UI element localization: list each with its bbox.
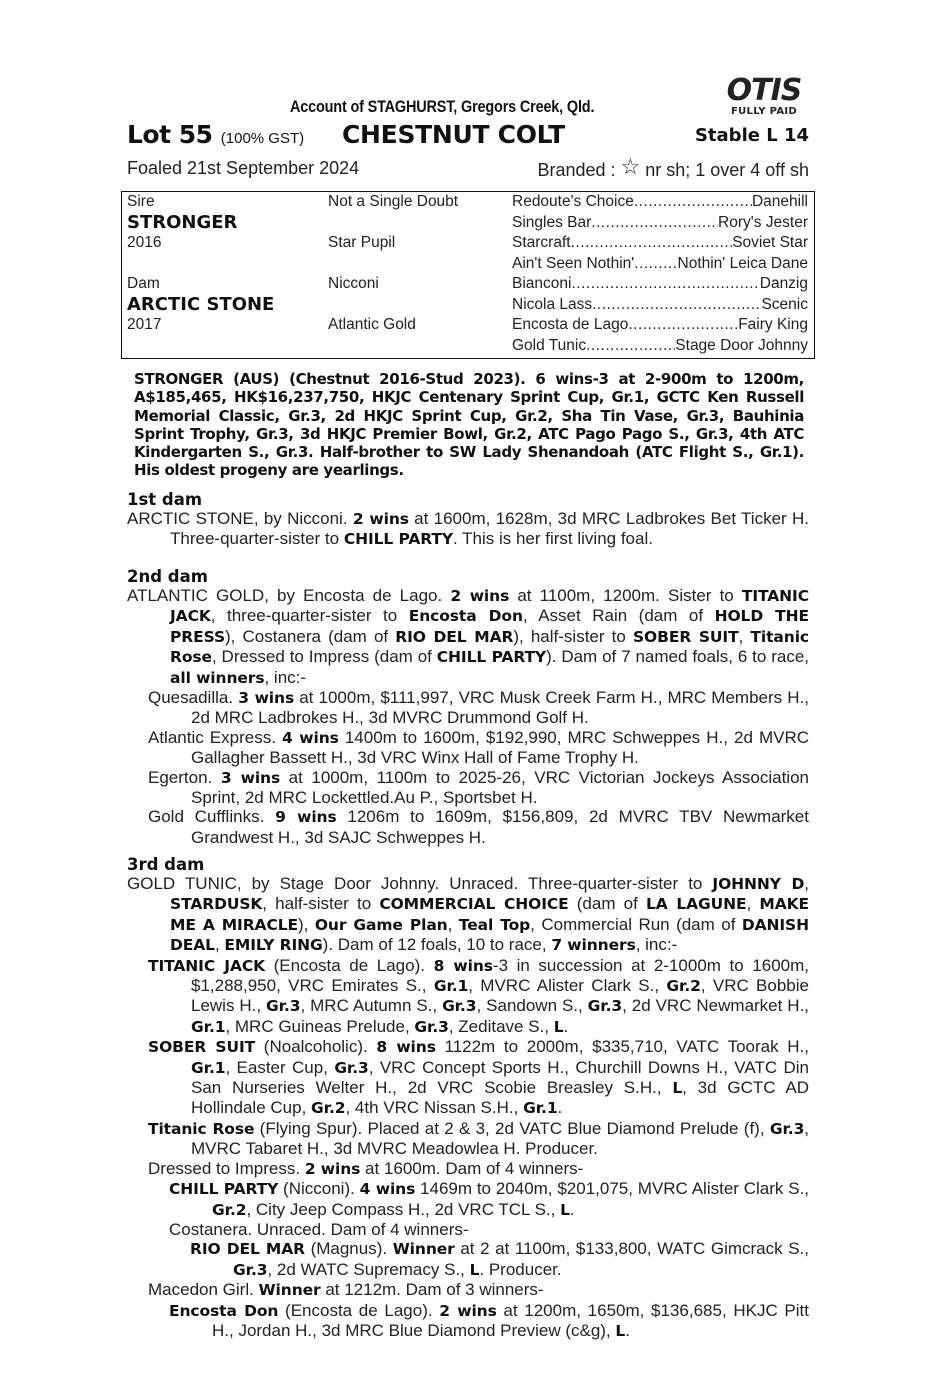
- progeny-entry: Gold Cufflinks. 9 wins 1206m to 1609m, $156,809, 2d MVRC TBV Newmarket Grandwest H., 3d SAJC Schweppes H.: [148, 807, 809, 847]
- lot-title: CHESTNUT COLT: [342, 120, 565, 149]
- sire-summary: STRONGER (AUS) (Chestnut 2016-Stud 2023). 6 wins-3 at 2-900m to 1200m, A$185,465, HK$16,237,750, HKJC Centenary Sprint Cup, Gr.1, GCTC Ken Russell Memorial Classic, Gr.3, 2d HKJC Sprint Cup, Gr.2, Sha Tin Vase, Gr.3, Bauhinia Sprint Trophy, Gr.3, 3d HKJC Premier Bowl, Gr.2, ATC Pago Pago S., Gr.3, 4th ATC Kindergarten S., Gr.3. Half-brother to SW Lady Shenandoah (ATC Flight S., Gr.1). His oldest progeny are yearlings.: [134, 370, 804, 480]
- otis-logo-text: OTIS: [726, 73, 802, 108]
- first-dam-paragraph: ARCTIC STONE, by Nicconi. 2 wins at 1600m, 1628m, 3d MRC Ladbrokes Bet Ticker H. Three-quarter-sister to CHILL PARTY. This is her first living foal.: [127, 509, 809, 549]
- progeny-entry: Quesadilla. 3 wins at 1000m, $111,997, VRC Musk Creek Farm H., MRC Members H., 2d MRC Ladbrokes H., 3d MVRC Drummond Golf H.: [148, 688, 809, 728]
- lot-number: [127, 120, 304, 149]
- spacer: [328, 254, 508, 275]
- dam-name: ARCTIC STONE: [127, 293, 275, 315]
- sire-year: 2016: [127, 234, 162, 251]
- great-grandparent-pair: Encosta de Lago ..... Fairy King: [512, 315, 808, 336]
- progeny-entry-macedon-girl: Macedon Girl. Winner at 1212m. Dam of 3 winners-: [148, 1280, 544, 1300]
- second-dam-paragraph: ATLANTIC GOLD, by Encosta de Lago. 2 wins at 1100m, 1200m. Sister to TITANIC JACK, three-quarter-sister to Encosta Don, Asset Rain (dam of HOLD THE PRESS), Costanera (dam of RIO DEL MAR), half-sister to SOBER SUIT, Titanic Rose, Dressed to Impress (dam of CHILL PARTY). Dam of 7 named foals, 6 to race, all winners, inc:-: [127, 586, 810, 687]
- lot-header: [127, 118, 809, 152]
- brand-description: [537, 154, 809, 181]
- great-grandparent-pair: Bianconi ..... Danzig: [512, 274, 808, 295]
- dam-label: Dam: [127, 275, 160, 292]
- section-heading: 1st dam: [127, 490, 203, 509]
- sire-label: Sire: [127, 193, 155, 210]
- great-grandparent-pair: Singles Bar ..... Rory's Jester: [512, 213, 808, 234]
- pedigree-table: [121, 191, 815, 359]
- brand-suffix: nr sh; 1 over 4 off sh: [640, 160, 809, 180]
- progeny-entry-titanic-jack: TITANIC JACK (Encosta de Lago). 8 wins-3 in succession at 2-1000m to 1600m, $1,288,950, VRC Emirates S., Gr.1, MVRC Alister Clark S., Gr.2, VRC Bobbie Lewis H., Gr.3, MRC Autumn S., Gr.3, Sandown S., Gr.3, 2d VRC Newmarket H., Gr.1, MRC Guineas Prelude, Gr.3, Zeditave S., L.: [148, 955, 810, 1036]
- lot-label: Lot 55: [127, 120, 213, 149]
- grandparent: Nicconi: [328, 275, 379, 292]
- progeny-entry-titanic-rose: Titanic Rose (Flying Spur). Placed at 2 & 3, 2d VATC Blue Diamond Prelude (f), Gr.3, MVRC Tabaret H., 3d MVRC Meadowlea H. Producer.: [148, 1118, 810, 1159]
- pedigree-col-grandparents: [328, 192, 508, 336]
- pedigree-col-great-grandparents: [512, 192, 808, 356]
- third-dam-section: [127, 855, 809, 1341]
- progeny-entry-sober-suit: SOBER SUIT (Noalcoholic). 8 wins 1122m to 2000m, $335,710, VATC Toorak H., Gr.1, Easter Cup, Gr.3, VRC Concept Sports H., Churchill Downs H., VATC Din San Nurseries Welter H., 2d VRC Scobie Breasley S.H., L, 3d GCTC AD Hollindale Cup, Gr.2, 4th VRC Nissan S.H., Gr.1.: [148, 1037, 810, 1118]
- vendor-account: Account of STAGHURST, Gregors Creek, Qld.: [290, 97, 595, 116]
- great-grandparent-pair: Starcraft ..... Soviet Star: [512, 233, 808, 254]
- dam-year: 2017: [127, 316, 162, 333]
- progeny-entry-encosta-don: Encosta Don (Encosta de Lago). 2 wins at 1200m, 1650m, $136,685, HKJC Pitt H., Jordan H., 3d MRC Blue Diamond Preview (c&g), L.: [169, 1300, 809, 1340]
- grandparent: Star Pupil: [328, 234, 396, 251]
- section-heading: 2nd dam: [127, 567, 208, 586]
- sire-name: STRONGER: [127, 211, 238, 233]
- progeny-entry: Atlantic Express. 4 wins 1400m to 1600m, $192,990, MRC Schweppes H., 2d MVRC Gallagher Bassett H., 3d VRC Winx Hall of Fame Trophy H.: [148, 727, 810, 768]
- fully-paid-label: FULLY PAID: [730, 106, 798, 117]
- pedigree-col-parents: [127, 192, 317, 336]
- great-grandparent-pair: Redoute's Choice ..... Danehill: [512, 192, 808, 213]
- progeny-entry: Egerton. 3 wins at 1000m, 1100m to 2025-26, VRC Victorian Jockeys Association Sprint, 2d MRC Lockettled.Au P., Sportsbet H.: [148, 767, 809, 808]
- great-grandparent-pair: Nicola Lass ..... Scenic: [512, 295, 808, 316]
- third-dam-paragraph: GOLD TUNIC, by Stage Door Johnny. Unraced. Three-quarter-sister to JOHNNY D, STARDUSK, half-sister to COMMERCIAL CHOICE (dam of LA LAGUNE, MAKE ME A MIRACLE), Our Game Plan, Teal Top, Commercial Run (dam of DANISH DEAL, EMILY RING). Dam of 12 foals, 10 to race, 7 winners, inc:-: [127, 874, 810, 955]
- spacer: [127, 254, 317, 275]
- progeny-entry-dressed-to-impress: Dressed to Impress. 2 wins at 1600m. Dam of 4 winners-: [148, 1158, 584, 1178]
- great-grandparent-pair: Ain't Seen Nothin' ..... Nothin' Leica Dane: [512, 254, 808, 275]
- star-brand-icon: ☆: [620, 154, 641, 179]
- section-heading: 3rd dam: [127, 855, 205, 874]
- second-dam-section: [127, 567, 809, 847]
- gst-note: (100% GST): [220, 130, 305, 147]
- spacer: [328, 295, 508, 316]
- spacer: [328, 213, 508, 234]
- progeny-entry-chill-party: CHILL PARTY (Nicconi). 4 wins 1469m to 2040m, $201,075, MVRC Alister Clark S., Gr.2, City Jeep Compass H., 2d VRC TCL S., L.: [169, 1179, 810, 1219]
- great-grandparent-pair: Gold Tunic ..... Stage Door Johnny: [512, 336, 808, 357]
- progeny-entry-costanera: Costanera. Unraced. Dam of 4 winners-: [169, 1219, 469, 1239]
- grandparent: Not a Single Doubt: [328, 193, 459, 210]
- grandparent: Atlantic Gold: [328, 316, 416, 333]
- stable-location: Stable L 14: [694, 125, 809, 146]
- first-dam-section: [127, 490, 809, 550]
- foaled-date: Foaled 21st September 2024: [127, 158, 360, 178]
- otis-logo: [722, 73, 806, 118]
- brand-prefix: Branded :: [537, 160, 621, 180]
- progeny-entry-rio-del-mar: RIO DEL MAR (Magnus). Winner at 2 at 1100m, $133,800, WATC Gimcrack S., Gr.3, 2d WATC Supremacy S., L. Producer.: [190, 1239, 809, 1279]
